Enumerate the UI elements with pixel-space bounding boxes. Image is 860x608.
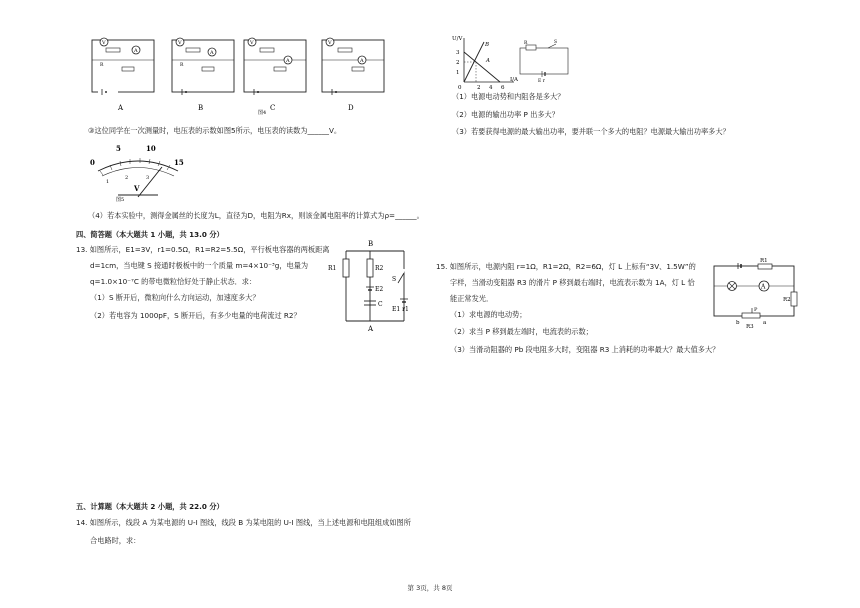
- circuit-option-c: [244, 38, 306, 112]
- figure-13-circuit: [328, 239, 418, 334]
- svg-text:A: A: [210, 50, 214, 56]
- problem-15-sub-3: （3）当滑动阻器的 Pb 段电阻多大时，变阻器 R3 上消耗的功率最大？最大值多大？: [450, 345, 720, 354]
- problem-15-sub-1: （1）求电源的电动势；: [450, 310, 527, 319]
- svg-text:V: V: [178, 40, 182, 46]
- option-c-label: C: [270, 104, 276, 112]
- svg-text:V: V: [328, 40, 332, 46]
- page-footer: 第 3页，共 8页: [407, 584, 453, 592]
- problem-15-line-2: 字样，当滑动变阻器 R3 的滑片 P 移到最右端时，电流表示数为 1A，灯 L 恰: [450, 278, 695, 287]
- svg-text:R2: R2: [783, 297, 791, 303]
- svg-text:A: A: [368, 325, 374, 333]
- svg-text:A: A: [761, 283, 766, 291]
- circuit-option-b: [172, 38, 234, 112]
- svg-text:2: 2: [477, 85, 481, 91]
- svg-text:B: B: [485, 42, 490, 48]
- svg-text:V: V: [134, 184, 140, 193]
- svg-text:V: V: [102, 40, 106, 46]
- svg-text:2: 2: [125, 175, 129, 181]
- svg-text:B: B: [368, 240, 374, 248]
- figure-15-circuit: [708, 258, 808, 330]
- svg-text:0: 0: [458, 85, 462, 91]
- option-a-label: A: [118, 104, 124, 112]
- option-d-label: D: [348, 104, 354, 112]
- problem-15-sub-2: （2）求当 P 移到最左端时，电流表的示数；: [450, 327, 593, 336]
- svg-text:a: a: [763, 320, 767, 326]
- svg-text:5: 5: [116, 144, 121, 153]
- svg-text:6: 6: [501, 85, 505, 91]
- svg-text:R3: R3: [746, 324, 754, 330]
- svg-text:A: A: [286, 58, 290, 64]
- figure-5-voltmeter: [88, 143, 198, 203]
- svg-text:15: 15: [174, 158, 184, 167]
- svg-text:S: S: [554, 40, 558, 45]
- svg-text:S: S: [392, 276, 397, 283]
- svg-text:R1: R1: [328, 265, 337, 272]
- problem-14-line-1: 14. 如图所示，线段 A 为某电源的 U-I 图线，线段 B 为某电阻的 U-I 图线，当上述电源和电阻组成如图所: [76, 518, 411, 527]
- svg-text:U/V: U/V: [452, 36, 463, 42]
- svg-text:A: A: [360, 58, 364, 64]
- svg-text:2: 2: [456, 60, 460, 66]
- problem-13-sub-1: （1）S 断开后，微粒向什么方向运动，加速度多大？: [90, 293, 260, 302]
- svg-text:A: A: [134, 48, 138, 54]
- svg-text:R2: R2: [375, 265, 384, 272]
- svg-text:V: V: [250, 40, 254, 46]
- svg-text:3: 3: [146, 175, 150, 181]
- svg-text:A: A: [486, 58, 490, 64]
- svg-text:P: P: [754, 307, 758, 313]
- section-5-title: 五、计算题（本大题共 2 小题，共 22.0 分）: [76, 502, 224, 511]
- svg-text:R: R: [180, 63, 184, 68]
- svg-text:R: R: [100, 63, 104, 68]
- svg-text:0: 0: [90, 158, 95, 167]
- option-b-label: B: [198, 104, 204, 112]
- circuit-option-a: [92, 38, 154, 112]
- svg-text:E2: E2: [375, 286, 384, 293]
- question-4-text: （4）若本实验中，测得金属丝的长度为L，直径为D，电阻为Rx，则该金属电阻率的计算式为ρ=______。: [88, 211, 424, 220]
- figure-14-circuit: [516, 42, 576, 82]
- problem-15-line-3: 能正常发光．: [450, 294, 494, 303]
- problem-13-line-3: q=1.0×10⁻⁷C 的带电微粒恰好处于静止状态．求：: [90, 277, 257, 286]
- svg-text:E r: E r: [538, 79, 545, 84]
- problem-15-line-1: 15. 如图所示，电源内阻 r=1Ω，R1=2Ω，R2=6Ω，灯 L 上标有“3V、1.5W”的: [436, 262, 696, 271]
- svg-text:10: 10: [146, 144, 156, 153]
- right-column: [430, 0, 860, 608]
- svg-text:E1 r1: E1 r1: [392, 306, 409, 313]
- svg-text:1: 1: [456, 70, 460, 76]
- figure-5-caption: 图5: [116, 197, 125, 203]
- section-4-title: 四、简答题（本大题共 1 小题，共 13.0 分）: [76, 230, 224, 239]
- svg-text:I/A: I/A: [510, 77, 518, 83]
- circuit-option-d: [322, 38, 384, 112]
- svg-text:b: b: [736, 320, 740, 326]
- problem-13-sub-2: （2）若电容为 1000pF，S 断开后，有多少电量的电荷流过 R2？: [90, 311, 301, 320]
- problem-13-line-2: d=1cm，当电键 S 接通时极板中的一个质量 m=4×10⁻³g，电量为: [90, 261, 309, 270]
- figure-4-circuits: [88, 36, 428, 116]
- svg-text:C: C: [378, 301, 383, 308]
- problem-14-question-3: （3）若要获得电源的最大输出功率，要并联一个多大的电阻？电源最大输出功率多大？: [452, 127, 730, 136]
- svg-text:R1: R1: [760, 258, 768, 264]
- svg-text:R: R: [524, 41, 528, 46]
- problem-14-question-2: （2）电源的输出功率 P 出多大？: [452, 110, 559, 119]
- problem-14-question-1: （1）电源电动势和内阻各是多大？: [452, 92, 565, 101]
- question-3-text: ③这位同学在一次测量时，电压表的示数如图5所示，电压表的读数为______V。: [88, 126, 342, 135]
- problem-13-line-1: 13. 如图所示，E1=3V，r1=0.5Ω，R1=R2=5.5Ω，平行板电容器的两板距离: [76, 245, 330, 254]
- figure-14-graph: [452, 34, 522, 94]
- svg-text:1: 1: [106, 179, 110, 185]
- figure-4-caption: 图4: [258, 110, 267, 116]
- svg-text:3: 3: [456, 50, 460, 56]
- svg-text:4: 4: [489, 85, 493, 91]
- problem-14-line-2: 合电路时，求：: [90, 536, 141, 545]
